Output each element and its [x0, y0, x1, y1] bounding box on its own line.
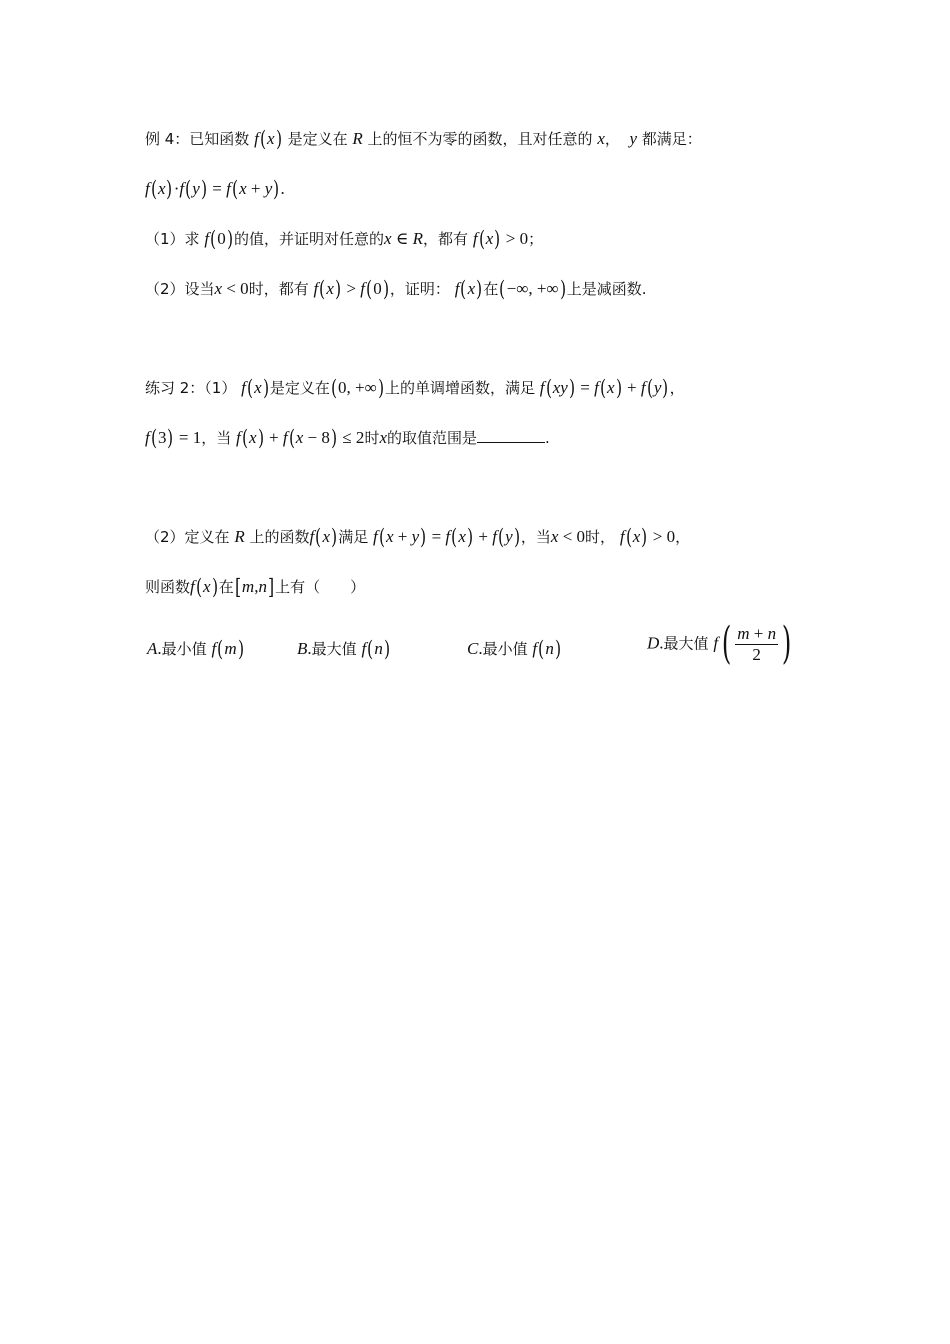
practice-part-1-cont: f(3) = 1，当 f(x) + f(x − 8) ≤ 2时x的取值范围是 . — [145, 426, 550, 450]
ex4-question-1: （1）求 f(0)的值，并证明对任意的x ∈ R，都有 f(x) > 0； — [145, 227, 544, 251]
practice-part-1: 练习 2：（1） f(x)是定义在(0, +∞)上的单调增函数，满足 f(xy) = f(x) + f(y)， — [145, 376, 685, 400]
practice-part-2: （2）定义在 R 上的函数f(x)满足 f(x + y) = f(x) + f(y)，当x < 0时， f(x) > 0， — [145, 525, 691, 549]
ex4-question-2: （2）设当x < 0时，都有 f(x) > f(0)，证明： f(x)在(−∞, +∞)上是减函数. — [145, 277, 647, 301]
option-b: B.最大值 f(n) — [297, 637, 391, 661]
practice-part-2-cont: 则函数f(x)在[m,n]上有（ ） — [145, 575, 366, 599]
fraction: $\frac{m + n}{2}$ — [737, 623, 777, 664]
ex4-equation: f(x)·f(y) = f(x + y). — [145, 177, 285, 201]
option-a: A.最小值 f(m) — [147, 637, 244, 661]
option-c: C.最小值 f(n) — [467, 637, 562, 661]
answer-blank — [477, 428, 545, 443]
option-d: D.最大值 f( $\frac{m + n}{2}$ ) — [647, 618, 792, 669]
ex4-intro: 例 4：已知函数 f(x) 是定义在 R 上的恒不为零的函数，且对任意的 x， y 都满足： — [145, 127, 702, 151]
